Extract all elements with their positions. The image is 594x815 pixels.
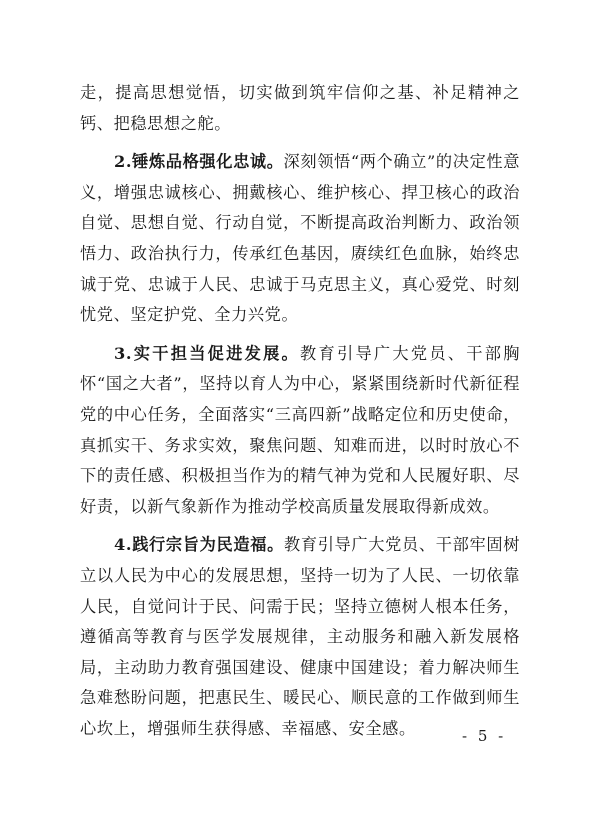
- paragraph-text: 走，提高思想觉悟，切实做到筑牢信仰之基、补足精神之钙、把稳思想之舵。: [80, 83, 520, 133]
- paragraph-text: 教育引导广大党员、干部牢固树立以人民为中心的发展思想，坚持一切为了人民、一切依靠人民，自觉问计于民、问需于民；坚持立德树人根本任务，遵循高等教育与医学发展规律，主动服务和融入新发展格局，主动助力教育强国建设、健康中国建设；着力解决师生急难愁盼问题，把惠民生、暖民心、顺民意的工作做到师生心坎上，增强师生获得感、幸福感、安全感。: [80, 535, 520, 738]
- page-number: - 5 -: [462, 727, 507, 745]
- document-body: [80, 78, 520, 752]
- paragraph-heading: 3.实干担当促进发展。: [114, 343, 301, 363]
- paragraph-people: [80, 530, 520, 744]
- paragraph-text: 深刻领悟“两个确立”的决定性意义，增强忠诚核心、拥戴核心、维护核心、捍卫核心的政治自觉、思想自觉、行动自觉，不断提高政治判断力、政治领悟力、政治执行力，传承红色基因，赓续红色血脉，始终忠诚于党、忠诚于人民、忠诚于马克思主义，真心爱党、时刻忧党、坚定护党、全力兴党。: [80, 152, 520, 325]
- paragraph-heading: 4.践行宗旨为民造福。: [114, 535, 284, 555]
- paragraph-heading: 2.锤炼品格强化忠诚。: [114, 152, 284, 172]
- paragraph-text: 教育引导广大党员、干部胸怀“国之大者”，坚持以育人为中心，紧紧围绕新时代新征程党的中心任务，全面落实“三高四新”战略定位和历史使命，真抓实干、务求实效，聚焦问题、知难而进，以时时放心不下的责任感、积极担当作为的精气神为党和人民履好职、尽好责，以新气象新作为推动学校高质量发展取得新成效。: [80, 343, 521, 516]
- paragraph-loyalty: [80, 147, 520, 331]
- paragraph-development: [80, 339, 520, 523]
- paragraph-continuation: [80, 78, 520, 139]
